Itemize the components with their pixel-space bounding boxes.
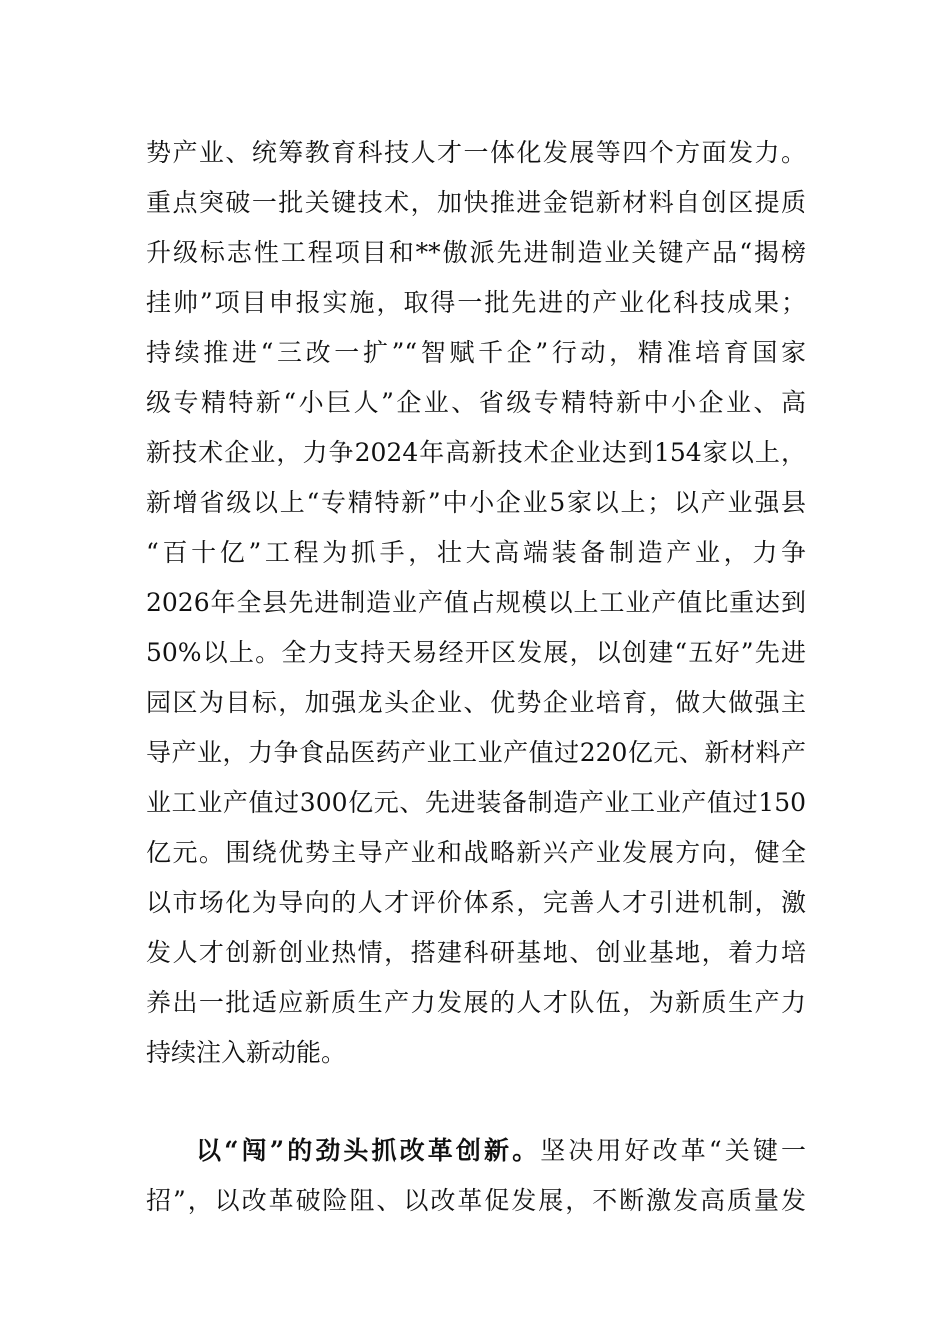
text-line — [146, 1126, 806, 1176]
text-line: 养出一批适应新质生产力发展的人才队伍，为新质生产力 — [146, 988, 806, 1017]
text-line: 2026年全县先进制造业产值占规模以上工业产值比重达到 — [146, 588, 806, 617]
text-line: 持续注入新动能。 — [146, 1038, 347, 1067]
paragraph-reform — [146, 1126, 806, 1226]
text-line: 级专精特新“小巨人”企业、省级专精特新中小企业、高 — [146, 388, 806, 417]
text-line: 持续推进“三改一扩”“智赋千企”行动，精准培育国家 — [146, 338, 806, 367]
text-line: 园区为目标，加强龙头企业、优势企业培育，做大做强主 — [146, 688, 806, 717]
text-line: 挂帅”项目申报实施，取得一批先进的产业化科技成果； — [146, 288, 806, 317]
text-line: 发人才创新创业热情，搭建科研基地、创业基地，着力培 — [146, 938, 806, 967]
text-line: 新增省级以上“专精特新”中小企业5家以上；以产业强县 — [146, 488, 806, 517]
paragraph-gap — [146, 1078, 806, 1126]
text-line: 升级标志性工程项目和**傲派先进制造业关键产品“揭榜 — [146, 238, 806, 267]
text-line: 业工业产值过300亿元、先进装备制造产业工业产值过150 — [146, 788, 806, 817]
paragraph-industry — [146, 128, 806, 1078]
paragraph-heading: 以“闯”的劲头抓改革创新。 — [196, 1136, 541, 1165]
text-line: 导产业，力争食品医药产业工业产值过220亿元、新材料产 — [146, 738, 806, 767]
text-line: 招”，以改革破险阻、以改革促发展，不断激发高质量发 — [146, 1186, 806, 1215]
text-line: 亿元。围绕优势主导产业和战略新兴产业发展方向，健全 — [146, 838, 806, 867]
text-line: “百十亿”工程为抓手，壮大高端装备制造产业，力争 — [146, 538, 806, 567]
text-line: 势产业、统筹教育科技人才一体化发展等四个方面发力。 — [146, 138, 806, 167]
text-line: 以市场化为导向的人才评价体系，完善人才引进机制，激 — [146, 888, 806, 917]
document-body — [146, 128, 806, 1226]
paragraph-text: 坚决用好改革“关键一 — [540, 1136, 806, 1165]
text-line: 50%以上。全力支持天易经开区发展，以创建“五好”先进 — [146, 638, 806, 667]
text-line: 新技术企业，力争2024年高新技术企业达到154家以上， — [146, 438, 806, 467]
text-line: 重点突破一批关键技术，加快推进金铠新材料自创区提质 — [146, 188, 806, 217]
